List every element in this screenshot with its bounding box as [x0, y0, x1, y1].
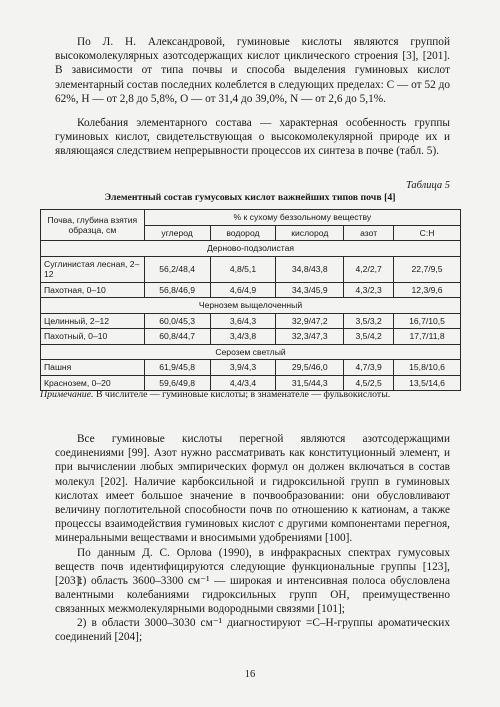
note-label: Примечание.	[40, 389, 94, 400]
col-oxygen: кислород	[276, 225, 344, 241]
cell: 4,3/2,3	[344, 282, 394, 298]
cell: 4,4/3,4	[210, 375, 276, 391]
row-label: Краснозем, 0–20	[41, 375, 145, 391]
table-row	[41, 256, 461, 282]
paragraph-item-1: 1) область 3600–3300 см⁻¹ — широкая и интенсивная полоса обусловлена валентными колебаниями гидроксильных групп ОН, преимущественно связанных межмолекулярными водородными связями [101];	[55, 575, 450, 616]
table-row	[41, 313, 461, 329]
cell: 60,0/45,3	[144, 313, 210, 329]
cell: 4,7/3,9	[344, 360, 394, 376]
paragraph-orlov: По данным Д. С. Орлова (1990), в инфракрасных спектрах гумусовых веществ почв идентифицируются следующие функциональные группы [123], [203]:	[55, 547, 450, 588]
header-soil: Почва, глубина взятия образца, см	[41, 210, 145, 241]
cell: 34,8/43,8	[276, 256, 344, 282]
group-row: Чернозем выщелоченный	[41, 298, 461, 314]
table-title: Элементный состав гумусовых кислот важнейших типов почв [4]	[104, 192, 396, 203]
header-percent: % к сухому беззольному веществу	[144, 210, 460, 226]
cell: 17,7/11,8	[394, 329, 461, 345]
cell: 13,5/14,6	[394, 375, 461, 391]
page-number: 16	[244, 669, 256, 680]
cell: 3,6/4,3	[210, 313, 276, 329]
row-label: Пахотный, 0–10	[41, 329, 145, 345]
cell: 56,8/46,9	[144, 282, 210, 298]
paragraph-variation: Колебания элементарного состава — характерная особенность группы гуминовых кислот, свидетельствующая о высокомолекулярной природе их и являющаяся следствием непрерывности процессов их синтеза в почве (табл. 5).	[55, 117, 450, 158]
cell: 22,7/9,5	[394, 256, 461, 282]
table-note	[40, 389, 465, 401]
cell: 3,4/3,8	[210, 329, 276, 345]
table-row	[41, 282, 461, 298]
cell: 4,5/2,5	[344, 375, 394, 391]
cell: 56,2/48,4	[144, 256, 210, 282]
col-hydrogen: водород	[210, 225, 276, 241]
cell: 32,3/47,3	[276, 329, 344, 345]
table-row	[41, 329, 461, 345]
cell: 4,8/5,1	[210, 256, 276, 282]
cell: 61,9/45,8	[144, 360, 210, 376]
cell: 31,5/44,3	[276, 375, 344, 391]
cell: 3,5/4,2	[344, 329, 394, 345]
col-ch-ratio: C:H	[394, 225, 461, 241]
cell: 59,6/49,8	[144, 375, 210, 391]
table-caption: Таблица 5	[405, 180, 450, 191]
note-text: В числителе — гуминовые кислоты; в знаменателе — фульвокислоты.	[95, 389, 391, 400]
cell: 32,9/47,2	[276, 313, 344, 329]
row-label: Целинный, 2–12	[41, 313, 145, 329]
paragraph-nitrogen: Все гуминовые кислоты перегной являются азотсодержащими соединениями [99]. Азот нужно рассматривать как конституционный элемент, и при вычислении любых эмпирических формул он должен включаться в состав молекул [202]. Наличие карбоксильной и гидроксильной групп в гуминовых кислотах имеет большое значение в почвообразовании: они обусловливают величину поглотительной способности почв по отношению к катионам, а также процессы взаимодействия гуминовых кислот с другими компонентами перегноя, минеральными веществами и вносимыми удобрениями [100].	[55, 433, 450, 545]
cell: 3,9/4,3	[210, 360, 276, 376]
group-row: Дерново-подзолистая	[41, 241, 461, 257]
cell: 12,3/9,6	[394, 282, 461, 298]
composition-table	[40, 209, 461, 391]
table-row	[41, 360, 461, 376]
group-row: Серозем светлый	[41, 344, 461, 360]
cell: 4,6/4,9	[210, 282, 276, 298]
cell: 29,5/46,0	[276, 360, 344, 376]
col-carbon: углерод	[144, 225, 210, 241]
cell: 34,3/45,9	[276, 282, 344, 298]
cell: 3,5/3,2	[344, 313, 394, 329]
cell: 16,7/10,5	[394, 313, 461, 329]
cell: 15,8/10,6	[394, 360, 461, 376]
row-label: Пашня	[41, 360, 145, 376]
row-label: Суглинистая лесная, 2–12	[41, 256, 145, 282]
cell: 4,2/2,7	[344, 256, 394, 282]
paragraph-item-2: 2) в области 3000–3030 см⁻¹ диагностируют =С–Н-группы ароматических соединений [204];	[55, 617, 450, 644]
row-label: Пахотная, 0–10	[41, 282, 145, 298]
paragraph-composition: По Л. Н. Александровой, гуминовые кислоты являются группой высокомолекулярных азотсодержащих кислот циклического строения [3], [201]. В зависимости от типа почвы и способа выделения гуминовых кислот элементарный состав последних колеблется в следующих пределах: С — от 52 до 62%, Н — от 2,8 до 5,8%, О — от 31,4 до 39,0%, N — от 2,6 до 5,1%.	[55, 36, 450, 105]
cell: 60,8/44,7	[144, 329, 210, 345]
col-nitrogen: азот	[344, 225, 394, 241]
